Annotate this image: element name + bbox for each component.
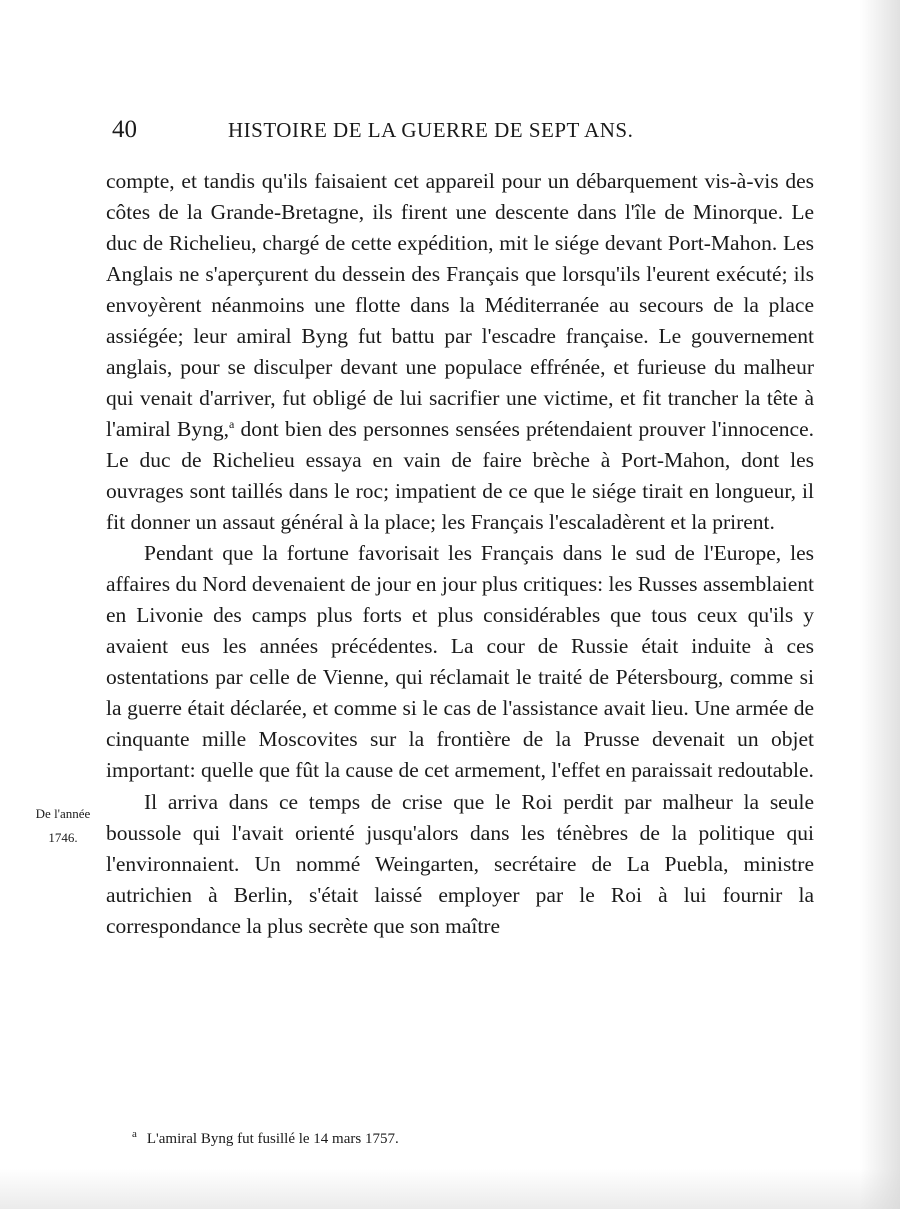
footnote-marker: a: [132, 1128, 137, 1140]
page-number: 40: [112, 116, 137, 143]
page-edge-shadow: [860, 0, 900, 1209]
paragraph-1-part-2: dont bien des personnes sensées prétendaient prouver l'innocence. Le duc de Richelieu essaya en vain de faire brèche à Port-Mahon, dont les ouvrages sont taillés dans le roc; impatient de ce que le siége tirait en longueur, il fit donner un assaut général à la place; les Français l'escaladèrent et la prirent.: [106, 417, 814, 534]
footnote-reference: a: [228, 416, 235, 431]
paragraph-1: [106, 166, 814, 538]
footnote-text: L'amiral Byng fut fusillé le 14 mars 1757.: [146, 1131, 399, 1147]
running-title: HISTOIRE DE LA GUERRE DE SEPT ANS.: [228, 118, 634, 142]
page-bottom-shadow: [0, 1169, 900, 1209]
running-header: [112, 116, 712, 150]
margin-note: [22, 802, 104, 850]
margin-note-line-2: 1746.: [48, 830, 78, 845]
body-text: [106, 166, 814, 942]
paragraph-3: Il arriva dans ce temps de crise que le Roi perdit par malheur la seule boussole qui l'avait orienté jusqu'alors dans les ténèbres de la politique qui l'environnaient. Un nommé Weingarten, secrétaire de La Puebla, ministre autrichien à Berlin, s'était laissé employer par le Roi à lui fournir la correspondance la plus secrète que son maître: [106, 790, 814, 938]
paragraph-1-part-1: compte, et tandis qu'ils faisaient cet appareil pour un débarquement vis-à-vis des côtes de la Grande-Bretagne, ils firent une descente dans l'île de Minorque. Le duc de Richelieu, chargé de cette expédition, mit le siége devant Port-Mahon. Les Anglais ne s'aperçurent du dessein des Français que lorsqu'ils l'eurent exécuté; ils envoyèrent néanmoins une flotte dans la Méditerranée au secours de la place assiégée; leur amiral Byng fut battu par l'escadre française. Le gouvernement anglais, pour se disculper devant une populace effrénée, et furieuse du malheur qui venait d'arriver, fut obligé de lui sacrifier une victime, et fit trancher la tête à l'amiral Byng,: [106, 169, 814, 441]
paragraph-2: Pendant que la fortune favorisait les Français dans le sud de l'Europe, les affaires du Nord devenaient de jour en jour plus critiques: les Russes assemblaient en Livonie des camps plus forts et plus considérables que tous ceux qu'ils y avaient eus les années précédentes. La cour de Russie était induite à ces ostentations par celle de Vienne, qui réclamait le traité de Pétersbourg, comme si la guerre était déclarée, et comme si le cas de l'assistance avait lieu. Une armée de cinquante mille Moscovites sur la frontière de la Prusse devenait un objet important: quelle que fût la cause de cet armement, l'effet en paraissait redoutable.: [106, 541, 814, 782]
margin-note-line-1: De l'année: [35, 806, 91, 821]
footnote: [132, 1128, 399, 1148]
